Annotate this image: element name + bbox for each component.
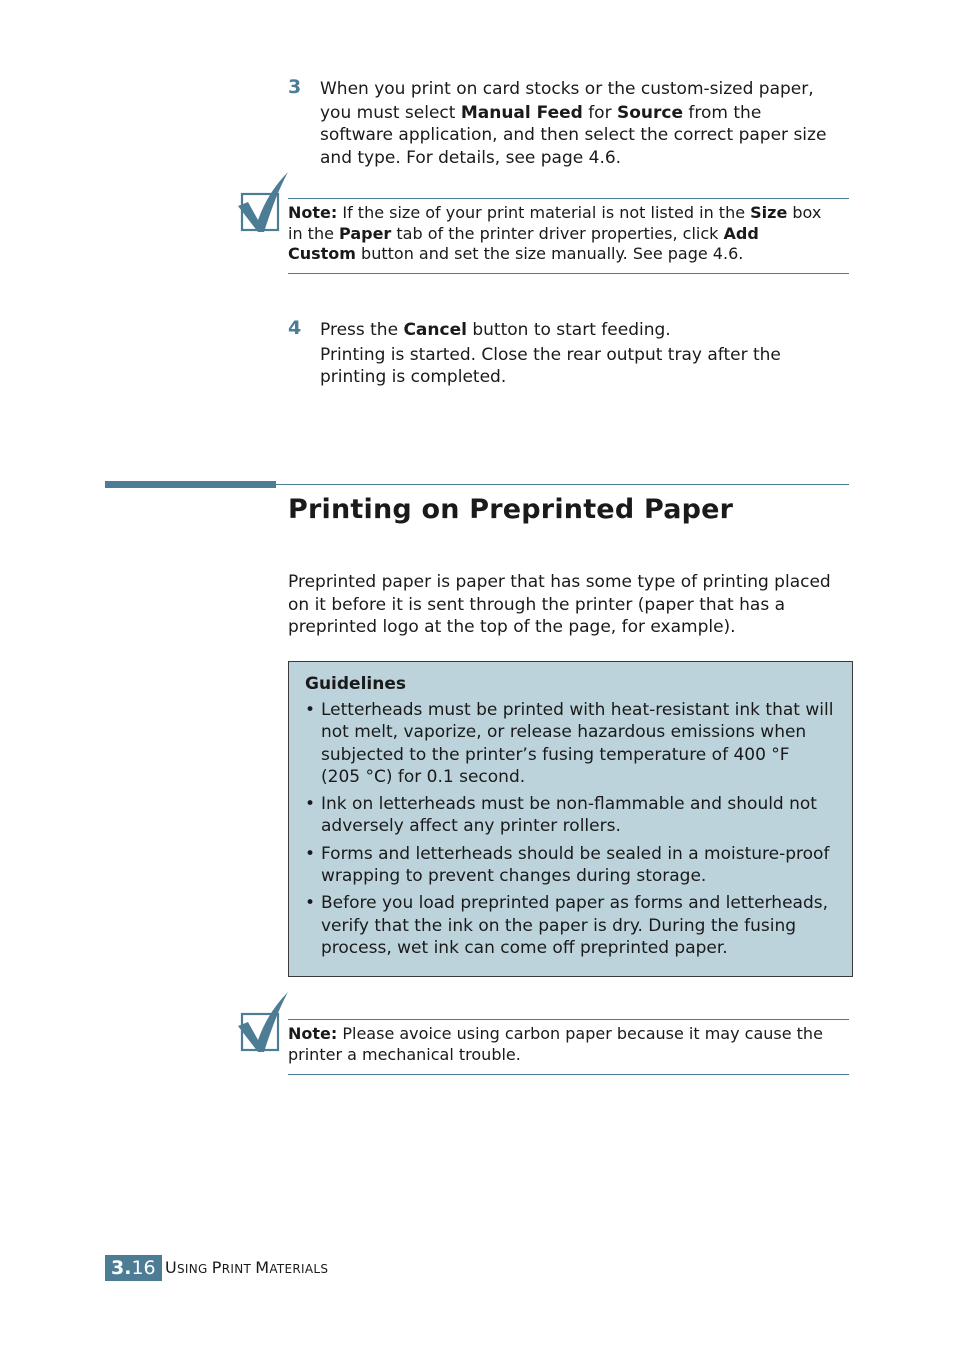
step-3-line: and type. For details, see page 4.6. [320,147,622,168]
note-label: Note: [288,1024,338,1043]
checkmark-note-icon [236,170,290,234]
footer-chapter-title: USING PRINT MATERIALS [165,1258,329,1277]
list-item: • Ink on letterheads must be non-flammable and should not adversely affect any printer rollers. [305,794,817,837]
note-top-rule [288,198,849,199]
step-4-line: Printing is started. Close the rear output tray after the [320,344,781,365]
step-3-text [320,78,860,169]
step-3-line: software application, and then select the correct paper size [320,125,827,145]
list-item: • Before you load preprinted paper as forms and letterheads, verify that the ink on the paper is dry. During the fusing process, wet ink can come off preprinted paper. [305,893,829,958]
list-item: • Forms and letterheads should be sealed in a moisture-proof wrapping to prevent changes during storage. [305,843,830,887]
note-2-text: Note: Please avoice using carbon paper because it may cause the printer a mechanical trouble. [288,1024,823,1064]
step-4-line: printing is completed. [320,367,507,387]
guidelines-list [305,699,836,959]
section-intro: Preprinted paper is paper that has some type of printing placed on it before it is sent through the printer (paper that has a preprinted logo at the top of the page, for example). [288,572,831,637]
note-label: Note: [288,203,338,222]
step-number: 3 [288,76,302,98]
step-3-line: you must select Manual Feed for Source from the [320,102,762,123]
section-heading: Printing on Preprinted Paper [288,494,734,525]
list-item: • Letterheads must be printed with heat-resistant ink that will not melt, vaporize, or release hazardous emissions when subjected to the printer’s fusing temperature of 400 °F (205 °C) for 0.1 second. [305,700,834,787]
step-3-line: When you print on card stocks or the custom-sized paper, [320,79,814,99]
page-number-badge: 3.16 [105,1255,162,1281]
guidelines-box [288,661,853,977]
section-rule [276,484,849,485]
note-bottom-rule [288,1074,849,1075]
note-1-text: Note: If the size of your print material is not listed in the Size box in the Paper tab of the printer driver properties, click Add Custom button and set the size manually. See page 4.6. [288,203,822,263]
step-4-text [320,319,860,389]
note-top-rule [288,1019,849,1020]
step-4-line: Press the Cancel button to start feeding. [320,320,671,340]
guidelines-title: Guidelines [305,674,406,694]
step-number: 4 [288,317,302,339]
section-accent-bar [105,481,276,488]
checkmark-note-icon [236,990,290,1054]
note-bottom-rule [288,273,849,274]
